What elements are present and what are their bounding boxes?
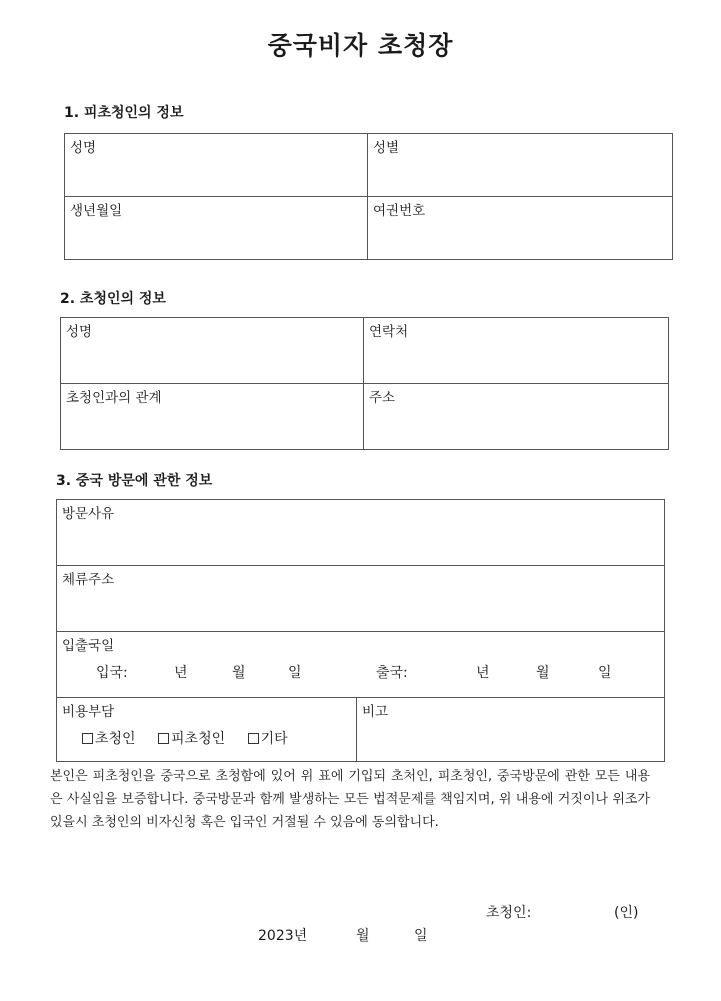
invitee-birth-field[interactable] (65, 197, 368, 260)
document-title: 중국비자 초청장 (267, 31, 454, 60)
visit-info-table (56, 499, 665, 762)
cost-burden-label: 비용부담 (62, 704, 115, 720)
section-3-heading: 3. 중국 방문에 관한 정보 (56, 473, 213, 489)
cost-option-invitee[interactable]: 피초청인 (158, 731, 225, 747)
entry-exit-dates-field[interactable] (57, 632, 665, 698)
section-1-heading: 1. 피초청인의 정보 (64, 105, 184, 121)
entry-day-label: 일 (288, 665, 302, 681)
entry-exit-label: 입출국일 (62, 638, 115, 654)
cost-options (62, 728, 351, 748)
exit-year-label: 년 (476, 665, 490, 681)
entry-year-label: 년 (174, 665, 188, 681)
inviter-relation-field[interactable] (61, 384, 364, 450)
cost-option-other[interactable]: 기타 (248, 731, 288, 747)
entry-month-label: 월 (232, 665, 246, 681)
invitee-info-table (64, 133, 673, 260)
inviter-address-field[interactable] (364, 384, 669, 450)
invitee-passport-field[interactable] (368, 197, 673, 260)
inviter-address-label: 주소 (369, 390, 396, 406)
remarks-label: 비고 (362, 704, 389, 720)
stay-address-label: 체류주소 (62, 572, 115, 588)
inviter-relation-label: 초청인과의 관계 (66, 390, 162, 406)
invitee-name-field[interactable] (65, 134, 368, 197)
inviter-info-table (60, 317, 669, 450)
invitee-passport-label: 여권번호 (373, 203, 426, 219)
inviter-name-field[interactable] (61, 318, 364, 384)
exit-label: 출국: (376, 665, 408, 681)
pledge-paragraph: 본인은 피초청인을 중국으로 초청함에 있어 위 표에 기입되 초처인, 피초청인, 중국방문에 관한 모든 내용은 사실임을 보증합니다. 중국방문과 함께 발생하는 모든 법적문제를 책임지며, 위 내용에 거짓이나 위조가 있을시 초청인의 비자신청 혹은 입국인 거절될 수 있음에 동의합니다. (50, 769, 650, 830)
exit-month-label: 월 (536, 665, 550, 681)
date-month: 월 (356, 928, 370, 944)
invitee-name-label: 성명 (70, 140, 97, 156)
inviter-name-label: 성명 (66, 324, 93, 340)
cost-option-inviter[interactable]: 초청인 (82, 731, 136, 747)
inviter-contact-field[interactable] (364, 318, 669, 384)
invitee-gender-label: 성별 (373, 140, 400, 156)
cost-burden-field (57, 698, 357, 762)
invitee-gender-field[interactable] (368, 134, 673, 197)
exit-day-label: 일 (598, 665, 612, 681)
visit-purpose-field[interactable] (57, 500, 665, 566)
entry-exit-row (62, 662, 659, 682)
date-year: 2023년 (258, 928, 308, 944)
checkbox-icon[interactable] (82, 733, 93, 744)
inviter-contact-label: 연락처 (369, 324, 409, 340)
visit-purpose-label: 방문사유 (62, 506, 115, 522)
checkbox-icon[interactable] (158, 733, 169, 744)
date-day: 일 (414, 928, 428, 944)
section-2-heading: 2. 초청인의 정보 (60, 291, 166, 307)
seal-mark: (인) (614, 905, 639, 921)
remarks-field[interactable] (357, 698, 665, 762)
invitee-birth-label: 생년월일 (70, 203, 123, 219)
entry-label: 입국: (96, 665, 128, 681)
inviter-signature-label: 초청인: (486, 905, 532, 921)
stay-address-field[interactable] (57, 566, 665, 632)
checkbox-icon[interactable] (248, 733, 259, 744)
